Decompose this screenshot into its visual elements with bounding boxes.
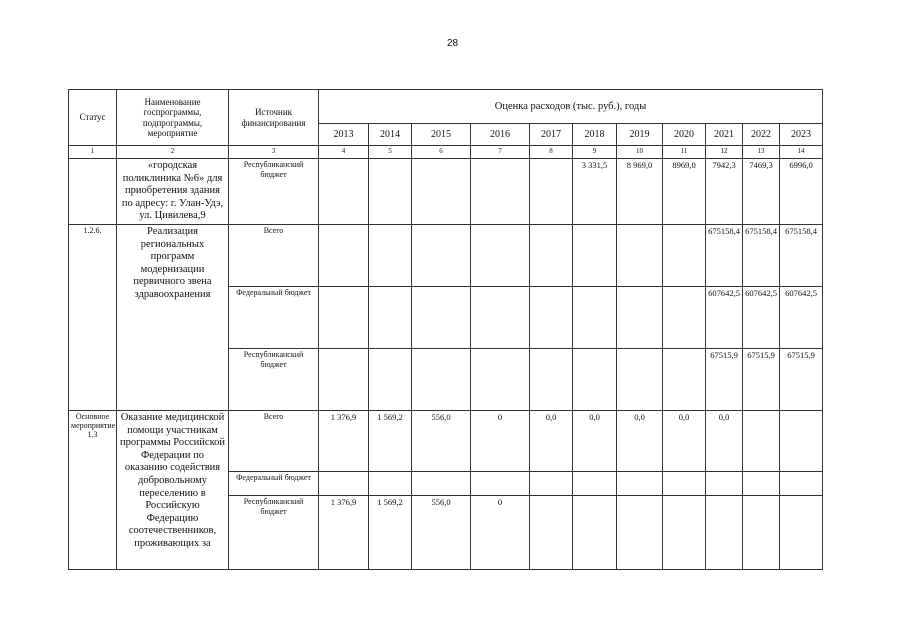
value-cell — [530, 495, 573, 569]
value-cell: 556,0 — [412, 410, 471, 471]
value-cell — [412, 159, 471, 225]
value-cell — [369, 159, 412, 225]
value-cell: 675158,4 — [743, 224, 780, 286]
value-cell — [471, 348, 530, 410]
value-cell: 0,0 — [530, 410, 573, 471]
year-header: 2014 — [369, 124, 412, 146]
value-cell — [471, 471, 530, 495]
column-numbers-row — [69, 146, 823, 159]
value-cell — [319, 286, 369, 348]
value-cell — [617, 348, 663, 410]
value-cell — [617, 471, 663, 495]
value-cell: 556,0 — [412, 495, 471, 569]
value-cell — [530, 348, 573, 410]
column-number: 3 — [229, 146, 319, 159]
value-cell — [412, 471, 471, 495]
year-header: 2013 — [319, 124, 369, 146]
value-cell — [319, 224, 369, 286]
page-number: 28 — [446, 38, 459, 49]
value-cell: 67515,9 — [743, 348, 780, 410]
value-cell — [530, 286, 573, 348]
column-number: 7 — [471, 146, 530, 159]
value-cell — [663, 471, 706, 495]
column-number: 2 — [117, 146, 229, 159]
value-cell — [530, 159, 573, 225]
source-cell: Республиканский бюджет — [229, 348, 319, 410]
value-cell: 1 376,9 — [319, 410, 369, 471]
year-header: 2017 — [530, 124, 573, 146]
value-cell: 0,0 — [573, 410, 617, 471]
value-cell — [573, 224, 617, 286]
value-cell — [780, 495, 823, 569]
source-cell: Всего — [229, 224, 319, 286]
estimate-header: Оценка расходов (тыс. руб.), годы — [319, 90, 823, 124]
source-cell: Республиканский бюджет — [229, 495, 319, 569]
year-header: 2018 — [573, 124, 617, 146]
column-number: 5 — [369, 146, 412, 159]
value-cell — [743, 471, 780, 495]
value-cell — [319, 471, 369, 495]
value-cell — [743, 495, 780, 569]
column-number: 13 — [743, 146, 780, 159]
value-cell: 675158,4 — [706, 224, 743, 286]
header-row — [69, 90, 823, 124]
value-cell — [530, 224, 573, 286]
value-cell: 0 — [471, 495, 530, 569]
value-cell: 8 969,0 — [617, 159, 663, 225]
value-cell: 8969,0 — [663, 159, 706, 225]
source-cell: Федеральный бюджет — [229, 471, 319, 495]
value-cell: 7469,3 — [743, 159, 780, 225]
year-header: 2020 — [663, 124, 706, 146]
table-row — [69, 410, 823, 471]
value-cell: 67515,9 — [780, 348, 823, 410]
value-cell — [706, 495, 743, 569]
value-cell — [471, 286, 530, 348]
value-cell — [530, 471, 573, 495]
year-header: 2016 — [471, 124, 530, 146]
column-number: 10 — [617, 146, 663, 159]
budget-table — [68, 89, 823, 570]
value-cell: 0 — [471, 410, 530, 471]
value-cell: 607642,5 — [706, 286, 743, 348]
value-cell: 1 569,2 — [369, 410, 412, 471]
value-cell — [412, 224, 471, 286]
name-header: Наименование госпрограммы, подпрограммы, мероприятие — [117, 90, 229, 146]
column-number: 4 — [319, 146, 369, 159]
value-cell — [471, 224, 530, 286]
source-cell: Федеральный бюджет — [229, 286, 319, 348]
column-number: 14 — [780, 146, 823, 159]
value-cell: 7942,3 — [706, 159, 743, 225]
value-cell — [780, 410, 823, 471]
value-cell: 3 331,5 — [573, 159, 617, 225]
value-cell: 67515,9 — [706, 348, 743, 410]
year-header: 2021 — [706, 124, 743, 146]
status-cell: 1.2.6. — [69, 224, 117, 410]
table-row — [69, 224, 823, 286]
name-cell: Оказание медицинской помощи участникам программы Российской Федерации по оказанию содействия добровольному переселению в Российскую Федерацию соотечественников, проживающих за — [117, 410, 229, 569]
value-cell — [573, 471, 617, 495]
value-cell — [743, 410, 780, 471]
column-number: 6 — [412, 146, 471, 159]
value-cell — [471, 159, 530, 225]
name-cell: Реализация региональных программ модернизации первичного звена здравоохранения — [117, 224, 229, 410]
value-cell: 6996,0 — [780, 159, 823, 225]
value-cell — [573, 348, 617, 410]
value-cell — [412, 286, 471, 348]
value-cell — [617, 224, 663, 286]
column-number: 8 — [530, 146, 573, 159]
value-cell — [663, 348, 706, 410]
value-cell — [706, 471, 743, 495]
value-cell — [573, 495, 617, 569]
value-cell — [412, 348, 471, 410]
value-cell: 0,0 — [617, 410, 663, 471]
value-cell — [617, 286, 663, 348]
value-cell: 607642,5 — [743, 286, 780, 348]
value-cell — [663, 224, 706, 286]
name-cell: «городская поликлиника №6» для приобретения здания по адресу: г. Улан-Удэ, ул. Цивилева,9 — [117, 159, 229, 225]
value-cell: 0,0 — [663, 410, 706, 471]
year-header: 2015 — [412, 124, 471, 146]
value-cell — [573, 286, 617, 348]
value-cell: 675158,4 — [780, 224, 823, 286]
year-header: 2019 — [617, 124, 663, 146]
value-cell — [319, 348, 369, 410]
year-header: 2022 — [743, 124, 780, 146]
value-cell — [663, 286, 706, 348]
value-cell — [663, 495, 706, 569]
source-cell: Всего — [229, 410, 319, 471]
source-header: Источник финансирования — [229, 90, 319, 146]
value-cell — [369, 471, 412, 495]
value-cell — [369, 348, 412, 410]
column-number: 1 — [69, 146, 117, 159]
column-number: 11 — [663, 146, 706, 159]
value-cell: 0,0 — [706, 410, 743, 471]
value-cell: 1 376,9 — [319, 495, 369, 569]
status-header: Статус — [69, 90, 117, 146]
column-number: 9 — [573, 146, 617, 159]
value-cell — [369, 224, 412, 286]
value-cell: 1 569,2 — [369, 495, 412, 569]
value-cell — [617, 495, 663, 569]
value-cell — [780, 471, 823, 495]
value-cell: 607642,5 — [780, 286, 823, 348]
value-cell — [369, 286, 412, 348]
value-cell — [319, 159, 369, 225]
table-row — [69, 159, 823, 225]
status-cell: Основное мероприятие 1.3 — [69, 410, 117, 569]
status-cell — [69, 159, 117, 225]
column-number: 12 — [706, 146, 743, 159]
source-cell: Республиканский бюджет — [229, 159, 319, 225]
year-header: 2023 — [780, 124, 823, 146]
